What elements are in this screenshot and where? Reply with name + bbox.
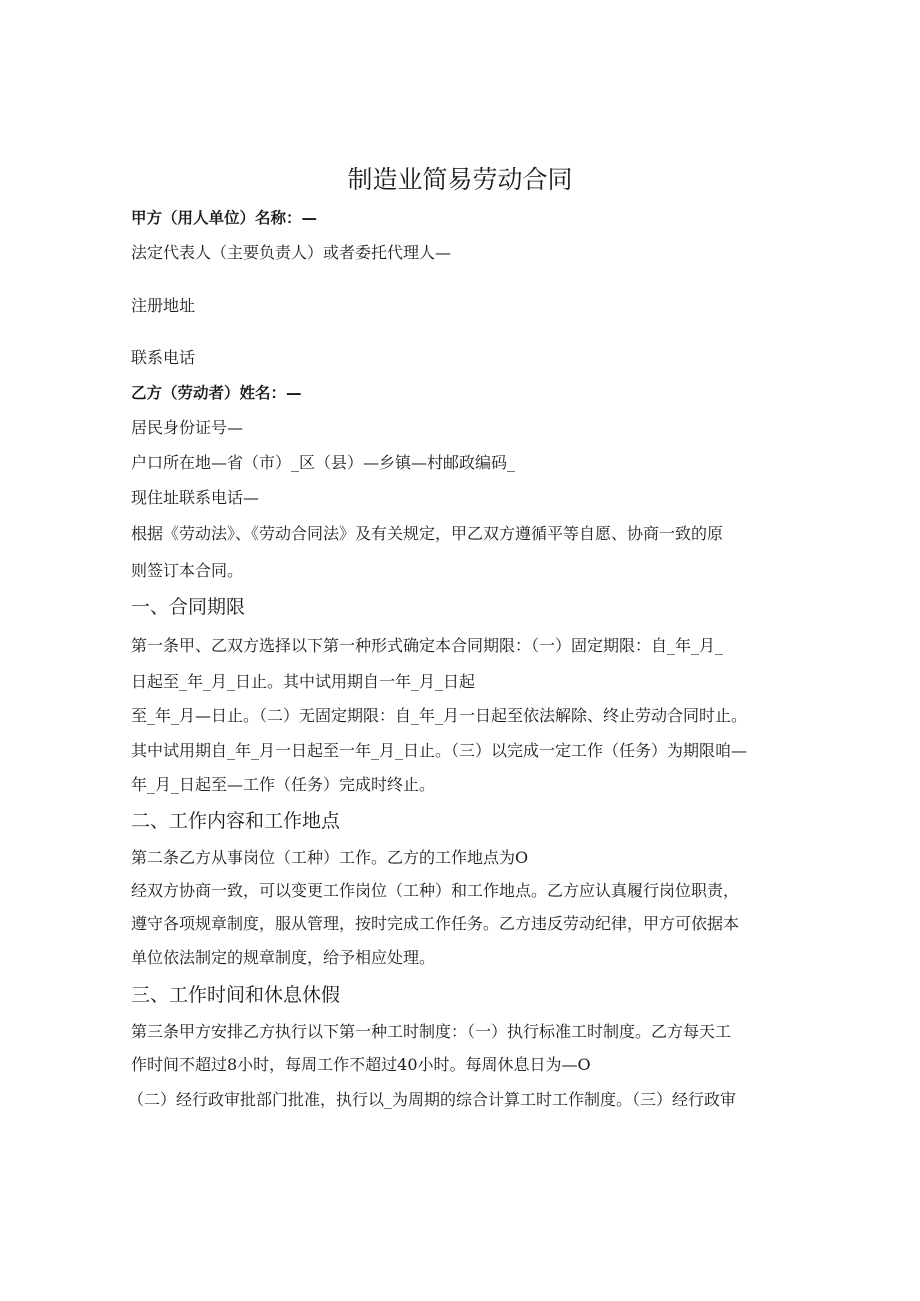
section-2-line: 遵守各项规章制度，服从管理，按时完成工作任务。乙方违反劳动纪律，甲方可依据本 — [131, 914, 740, 933]
preamble-line: 根据《劳动法》、《劳动合同法》及有关规定，甲乙双方遵循平等自愿、协商一致的原 — [131, 524, 724, 543]
section-2-line: 单位依法制定的规章制度，给予相应处理。 — [131, 948, 436, 967]
party-a-name-line: 甲方（用人单位）名称：— — [131, 209, 318, 227]
section-heading-work: 二、工作内容和工作地点 — [131, 810, 341, 832]
party-b-name-line: 乙方（劳动者）姓名：— — [131, 384, 302, 402]
section-1-line: 其中试用期自_年_月一日起至一年_月_日止。（三）以完成一定工作（任务）为期限咱— — [131, 741, 748, 760]
document-title: 制造业简易劳动合同 — [347, 165, 573, 194]
party-a-address-line: 注册地址 — [131, 296, 196, 315]
party-a-phone-line: 联系电话 — [131, 348, 196, 367]
section-3-line: （二）经行政审批部门批准，执行以_为周期的综合计算工时工作制度。（三）经行政审 — [128, 1090, 737, 1109]
party-b-hukou-line: 户口所在地—省（市）_区（县）—乡镇—村邮政编码_ — [131, 453, 516, 472]
section-3-line: 第三条甲方安排乙方执行以下第一种工时制度：（一）执行标准工时制度。乙方每天工 — [131, 1022, 732, 1041]
section-3-line: 作时间不超过8小时，每周工作不超过40小时。每周休息日为—O — [131, 1055, 591, 1074]
section-2-line: 经双方协商一致，可以变更工作岗位（工种）和工作地点。乙方应认真履行岗位职责， — [131, 881, 740, 900]
section-1-line: 年_月_日起至—工作（任务）完成时终止。 — [131, 775, 436, 794]
party-b-id-line: 居民身份证号— — [131, 418, 244, 437]
section-1-line: 日起至_年_月_日止。其中试用期自一年_月_日起 — [131, 672, 476, 691]
section-heading-term: 一、合同期限 — [131, 596, 246, 618]
party-b-current-address-line: 现住址联系电话— — [131, 488, 260, 507]
preamble-line: 则签订本合同。 — [131, 561, 244, 580]
section-heading-hours: 三、工作时间和休息休假 — [131, 984, 341, 1006]
party-a-representative-line: 法定代表人（主要负责人）或者委托代理人— — [131, 243, 452, 262]
section-1-line: 至_年_月—日止。（二）无固定期限：自_年_月一日起至依法解除、终止劳动合同时止。 — [131, 706, 748, 725]
section-2-line: 第二条乙方从事岗位（工种）工作。乙方的工作地点为O — [131, 848, 529, 867]
section-1-line: 第一条甲、乙双方选择以下第一种形式确定本合同期限：（一）固定期限：自_年_月_ — [131, 636, 724, 655]
